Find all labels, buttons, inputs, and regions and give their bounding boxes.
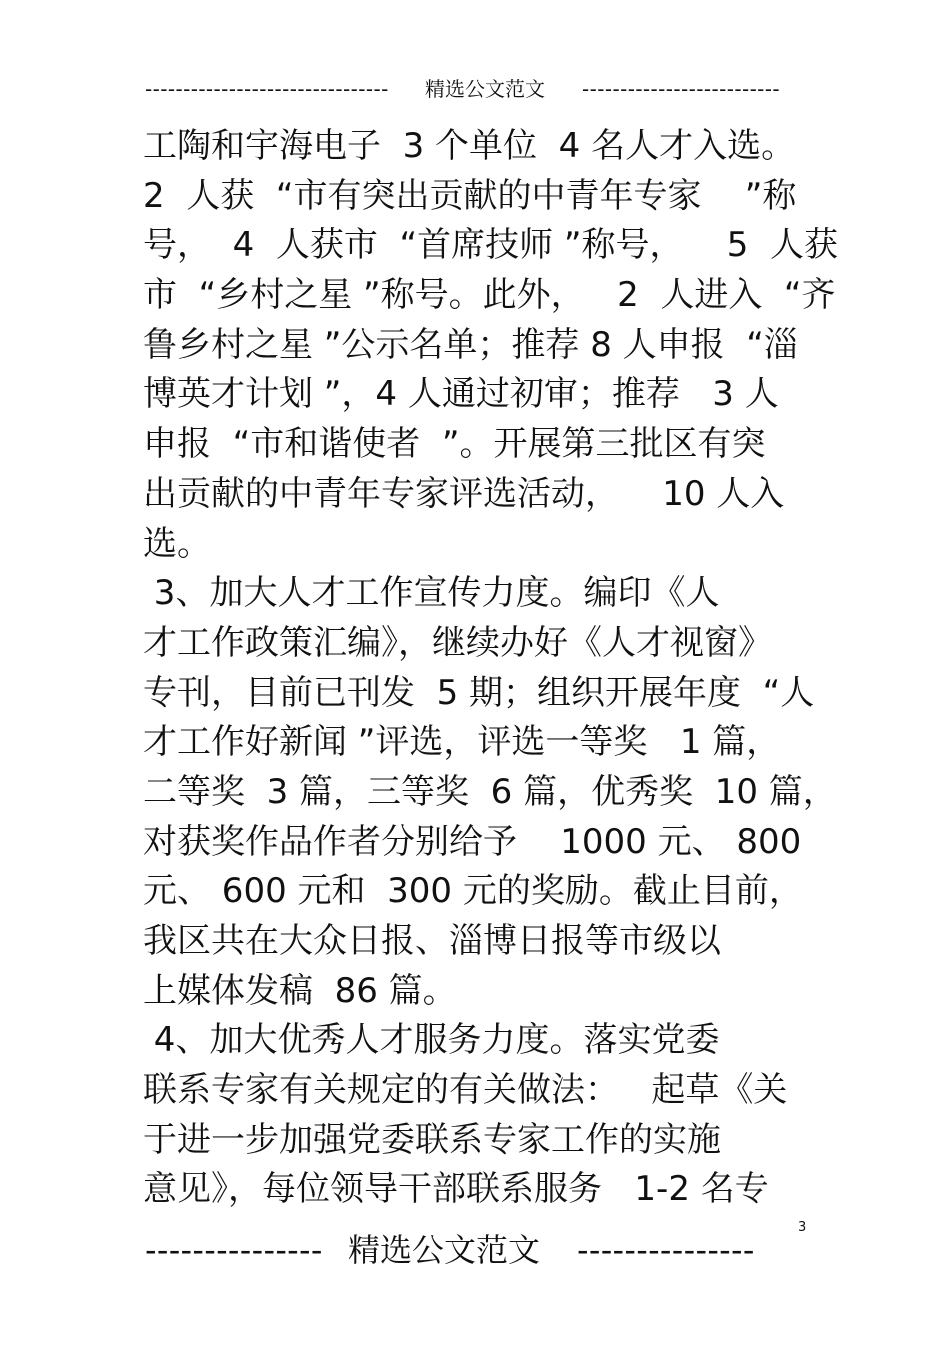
body-line: 4、加大优秀人才服务力度。落实党委 <box>143 1020 720 1061</box>
body-line: 才工作好新闻 ”评选，评选一等奖 1 篇， <box>143 722 781 763</box>
page-header <box>145 74 780 104</box>
footer-dashes-right: --------------- <box>577 1231 755 1269</box>
header-dashes-left: -------------------------------- <box>145 77 389 101</box>
page-footer <box>145 1225 785 1275</box>
body-line: 联系专家有关规定的有关做法： 起草《关 <box>143 1070 788 1111</box>
body-line: 3、加大人才工作宣传力度。编印《人 <box>143 573 720 614</box>
body-line: 元、 600 元和 300 元的奖励。截止目前， <box>143 871 803 912</box>
body-line: 选。 <box>143 523 211 564</box>
body-line: 出贡献的中青年专家评选活动， 10 人入 <box>143 473 785 514</box>
body-line: 意见》，每位领导干部联系服务 1-2 名专 <box>143 1169 769 1210</box>
body-line: 鲁乡村之星 ”公示名单；推荐 8 人申报 “淄 <box>143 324 798 365</box>
body-line: 市 “乡村之星 ”称号。此外， 2 人进入 “齐 <box>143 275 836 316</box>
body-line: 2 人获 “市有突出贡献的中青年专家 ”称 <box>143 175 797 216</box>
footer-dashes-left: --------------- <box>145 1231 323 1269</box>
body-line: 于进一步加强党委联系专家工作的实施 <box>143 1119 721 1160</box>
body-line: 我区共在大众日报、淄博日报等市级以 <box>143 921 721 961</box>
body-line: 上媒体发稿 86 篇。 <box>143 970 457 1011</box>
header-dashes-right: -------------------------- <box>582 77 781 101</box>
body-line: 才工作政策汇编》，继续办好《人才视窗》 <box>143 622 772 663</box>
document-body <box>143 122 838 1215</box>
body-line: 专刊，目前已刊发 5 期；组织开展年度 “人 <box>143 672 815 713</box>
header-title: 精选公文范文 <box>425 77 545 101</box>
body-line: 二等奖 3 篇，三等奖 6 篇，优秀奖 10 篇， <box>143 771 837 812</box>
body-line: 对获奖作品作者分别给予 1000 元、 800 <box>143 821 802 862</box>
footer-title: 精选公文范文 <box>348 1231 541 1269</box>
body-line: 工陶和宇海电子 3 个单位 4 名人才入选。 <box>143 126 796 166</box>
body-line: 号， 4 人获市 “首席技师 ”称号， 5 人获 <box>143 225 838 266</box>
body-line: 申报 “市和谐使者 ”。开展第三批区有突 <box>143 424 766 465</box>
body-line: 博英才计划 ”，4 人通过初审；推荐 3 人 <box>143 374 779 415</box>
page-number: 3 <box>798 1220 807 1235</box>
